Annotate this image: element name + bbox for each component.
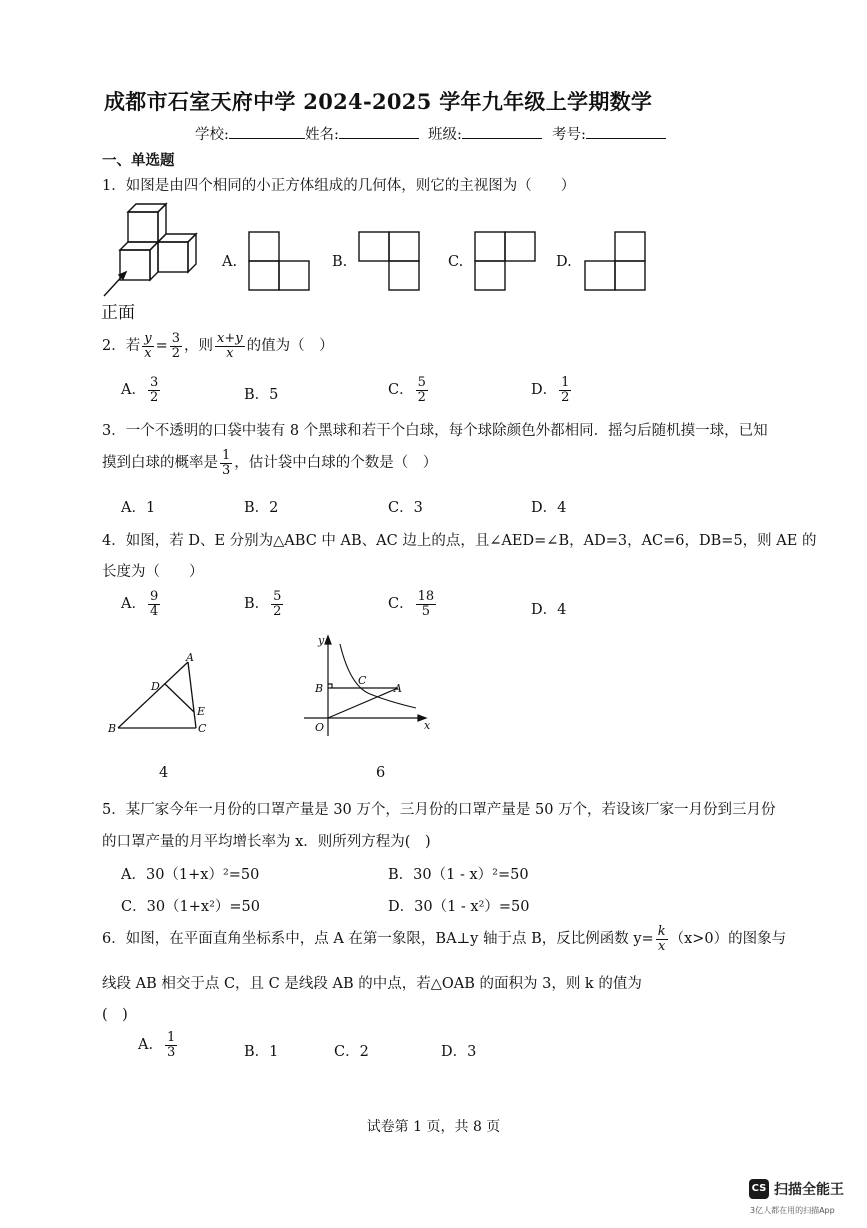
q6-label-y: y xyxy=(318,634,325,647)
class-blank[interactable] xyxy=(462,124,542,139)
q5-line1: 5．某厂家今年一月份的口罩产量是 30 万个，三月份的口罩产量是 50 万个，若设该厂家一月份到三月份 xyxy=(102,802,776,818)
q4-line2: 长度为（ ） xyxy=(102,564,204,580)
q4-label-b: B xyxy=(108,722,117,735)
q1-option-d-figure[interactable] xyxy=(584,231,646,291)
q2-option-a[interactable]: A． $\frac{3}{2}$ xyxy=(121,375,159,405)
q6-line3: ( ) xyxy=(102,1007,128,1023)
q1-solid-figure xyxy=(100,200,210,300)
q4-option-d[interactable]: D．4 xyxy=(531,602,567,618)
q6-option-b[interactable]: B．1 xyxy=(244,1044,279,1060)
q3-line1: 3．一个不透明的口袋中装有 8 个黑球和若干个白球，每个球除颜色外都相同．摇匀后随机摸一球，已知 xyxy=(102,423,768,439)
exam-no-blank[interactable] xyxy=(586,124,666,139)
q1-front-label: 正面 xyxy=(101,303,135,323)
school-field xyxy=(195,123,305,144)
q6-label-o: O xyxy=(315,721,325,734)
q1-option-b-label[interactable]: B. xyxy=(332,254,348,270)
q2-option-b[interactable]: B．5 xyxy=(244,387,279,403)
q3-line2: 摸到白球的概率是 $\frac{1}{3}$ ，估计袋中白球的个数是（ ） xyxy=(102,448,438,478)
q2-option-d[interactable]: D． $\frac{1}{2}$ xyxy=(531,375,570,405)
school-blank[interactable] xyxy=(229,124,305,139)
q3-option-b[interactable]: B．2 xyxy=(244,500,279,516)
q4-label-e: E xyxy=(197,705,206,718)
scanner-brand: 扫描全能王 xyxy=(774,1182,844,1198)
q3-option-a[interactable]: A．1 xyxy=(121,500,156,516)
name-field xyxy=(305,123,419,144)
q6-option-d[interactable]: D．3 xyxy=(441,1044,477,1060)
q5-option-d[interactable]: D．30（1 - x²）=50 xyxy=(388,899,530,915)
scanner-tagline: 3亿人都在用的扫描App xyxy=(750,1206,835,1215)
class-label: 班级: xyxy=(428,127,462,143)
q6-label-c: C xyxy=(358,674,367,687)
q4-option-b[interactable]: B． $\frac{5}{2}$ xyxy=(244,589,282,619)
q6-option-a[interactable]: A． $\frac{1}{3}$ xyxy=(138,1030,176,1060)
q6-line1: 6．如图，在平面直角坐标系中，点 A 在第一象限，BA⊥y 轴于点 B，反比例函数 y= $\frac{k}{x}$ （x>0）的图象与 xyxy=(102,924,787,954)
q3-probability: $\frac{1}{3}$ xyxy=(222,448,231,478)
q2-stem: 2．若 $\frac{y}{x}$ = $\frac{3}{2}$ ，则 $\frac{x+y}{x}$ 的值为（ ） xyxy=(102,331,334,361)
exam-no-label: 考号: xyxy=(552,127,586,143)
q6-label-x: x xyxy=(424,719,431,732)
q1-option-a-label[interactable]: A. xyxy=(222,254,238,270)
q3-option-d[interactable]: D．4 xyxy=(531,500,567,516)
q4-option-a[interactable]: A． $\frac{9}{4}$ xyxy=(121,589,159,619)
class-field xyxy=(428,123,542,144)
q4-triangle-figure xyxy=(108,652,218,738)
q1-stem: 1．如图是由四个相同的小正方体组成的几何体，则它的主视图为（ ） xyxy=(102,178,576,194)
q6-function: $\frac{k}{x}$ xyxy=(657,924,666,954)
page-title: 成都市石室天府中学 2024-2025 学年九年级上学期数学 xyxy=(104,89,653,114)
q2-expression: $\frac{x+y}{x}$ xyxy=(217,331,243,361)
q6-label-a: A xyxy=(394,682,402,695)
q4-label-c: C xyxy=(198,722,207,735)
q5-option-c[interactable]: C．30（1+x²）=50 xyxy=(121,899,261,915)
q2-given-ratio: $\frac{y}{x}$ xyxy=(144,331,152,361)
q4-line1: 4．如图，若 D、E 分别为△ABC 中 AB、AC 边上的点，且∠AED=∠B，AD=3，AC=6，DB=5，则 AE 的 xyxy=(102,533,817,549)
q6-figure-caption: 6 xyxy=(376,765,386,781)
q2-option-c[interactable]: C． $\frac{5}{2}$ xyxy=(388,375,426,405)
q4-label-d: D xyxy=(151,680,160,693)
name-label: 姓名: xyxy=(305,127,339,143)
q4-figure-caption: 4 xyxy=(159,765,169,781)
exam-no-field xyxy=(552,123,666,144)
q5-option-b[interactable]: B．30（1 - x）²=50 xyxy=(388,867,529,883)
name-blank[interactable] xyxy=(339,124,419,139)
q1-option-d-label[interactable]: D. xyxy=(556,254,572,270)
school-label: 学校: xyxy=(195,127,229,143)
q1-option-c-figure[interactable] xyxy=(474,231,536,291)
q4-option-c[interactable]: C． $\frac{18}{5}$ xyxy=(388,589,435,619)
q6-coordinate-figure xyxy=(300,632,435,740)
q2-prefix: 2．若 xyxy=(102,338,141,355)
q3-option-c[interactable]: C．3 xyxy=(388,500,423,516)
q6-line2: 线段 AB 相交于点 C，且 C 是线段 AB 的中点，若△OAB 的面积为 3，则 k 的值为 xyxy=(102,976,642,992)
q6-option-c[interactable]: C．2 xyxy=(334,1044,369,1060)
scanner-logo-icon: CS xyxy=(749,1179,769,1199)
q2-given-value: $\frac{3}{2}$ xyxy=(171,331,181,361)
q6-label-b: B xyxy=(315,682,324,695)
q5-option-a[interactable]: A．30（1+x）²=50 xyxy=(121,867,260,883)
q1-option-a-figure[interactable] xyxy=(248,231,310,291)
q1-option-c-label[interactable]: C. xyxy=(448,254,464,270)
page-footer: 试卷第 1 页，共 8 页 xyxy=(366,1119,501,1135)
q5-line2: 的口罩产量的月平均增长率为 x．则所列方程为( ) xyxy=(102,834,431,850)
q1-option-b-figure[interactable] xyxy=(358,231,420,291)
section-title: 一、单选题 xyxy=(102,152,175,169)
q4-label-a: A xyxy=(186,651,194,664)
